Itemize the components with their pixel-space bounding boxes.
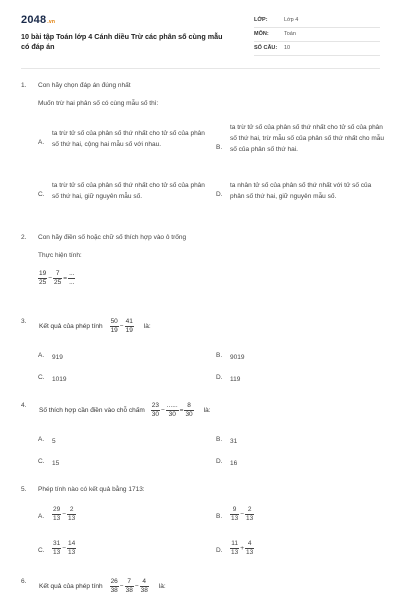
question-stem: Muốn trừ hai phân số có cùng mẫu số thì: [38,100,159,107]
question-stem: Thực hiện tính: [38,252,82,259]
question-number: 2. [21,234,27,241]
document-title: 10 bài tập Toán lớp 4 Cánh diều Trừ các phân số cùng mẫu có đáp án [21,32,223,51]
question-prompt: Phép tính nào có kết quả bằng 1713: [38,486,145,493]
site-logo[interactable] [21,14,55,26]
header-divider [21,68,380,69]
question-number: 4. [21,402,27,409]
fraction: $\frac{7}{25}$ [54,270,62,286]
question-prompt-line: Kết quả của phép tính $\frac{50}{19}$ − $\frac{41}{19}$ là: [39,318,151,334]
question-prompt-line: Kết quả của phép tính $\frac{26}{38}$ − $\frac{7}{38}$ − $\frac{4}{38}$ là: [39,578,166,594]
fraction: $\frac{19}{25}$ [39,270,47,286]
logo-text: 2048 [21,14,47,26]
meta-subject: MÔN: Toán [254,28,380,42]
question-prompt-line: Số thích hợp cần điền vào chỗ chấm $\frac{23}{30}$ − $\frac{......}{30}$ = $\frac{8}{30}$ là: [39,402,211,418]
question-number: 1. [21,82,27,89]
logo-suffix: .vn [47,19,56,25]
question-prompt: Con hãy chọn đáp án đúng nhất [38,82,131,89]
question-number: 3. [21,318,27,325]
worksheet-page: 2048.vn 10 bài tập Toán lớp 4 Cánh diều Trừ các phân số cùng mẫu có đáp án LỚP: Lớp 4 MÔN: Toán SỐ CÂU: 10 1. Con hãy chọn đáp án đúng nhất Muốn trừ hai phân số có cùng mẫu số thì: A. ta trừ tử số của phân số thứ nhất cho tử số của phân số thứ hai, cộng hai mẫu số với nhau. B. ta trừ tử số của phân số thứ nhất cho tử số của phân số thứ hai, trừ mẫu số của phân số thứ nhất cho mẫu số của phân số thứ hai. C. ta trừ tử số của phân số thứ nhất cho tử số của phân số thứ hai, giữ nguyên mẫu số. D. ta nhân tử số của phân số thứ nhất với tử số của phân số thứ hai, giữ nguyên mẫu số. 2. Con hãy điền số hoặc chữ số thích hợp vào ô trống Thực hiện tính: $\frac{19}{25}$ − $\frac{7}{25}$ = $\frac{...}{...}$ 3. Kết quả của phép tính $\frac{50}{19}$ − $\frac{41}{19}$ là: A. 919 B. 9019 C. 1019 D. 119 4. Số thích hợp cần điền vào chỗ chấm $\frac{23}{30}$ − $\frac{......}{30}$ = $\frac{8}{30}$ là: A. 5 B. 31 C. 15 D. 16 5. Phép tính nào có kết quả bằng 1713: A. $\frac{29}{13}$ − $\frac{2}{13}$ B. $\frac{9}{13}$ − $\frac{2}{13}$ C. $\frac{31}{13}$ − $\frac{14}{13}$ D. $\frac{11}{13}$ + $\frac{4}{13}$ 6. Kết quả của phép tính $\frac{26}{38}$ − $\frac{7}{38}$ − $\frac{4}{38}$ là: [21,14,384,594]
question-prompt: Con hãy điền số hoặc chữ số thích hợp vào ô trống [38,234,187,241]
question-number: 5. [21,486,27,493]
answer-blank[interactable]: $\frac{......}{30}$ [166,402,178,418]
question-number: 6. [21,578,27,585]
fraction-expression: $\frac{19}{25}$ − $\frac{7}{25}$ = $\frac{...}{...}$ [39,270,75,286]
answer-blank[interactable]: $\frac{...}{...}$ [69,270,75,286]
meta-question-count: SỐ CÂU: 10 [254,42,380,56]
meta-grade: LỚP: Lớp 4 [254,14,380,28]
